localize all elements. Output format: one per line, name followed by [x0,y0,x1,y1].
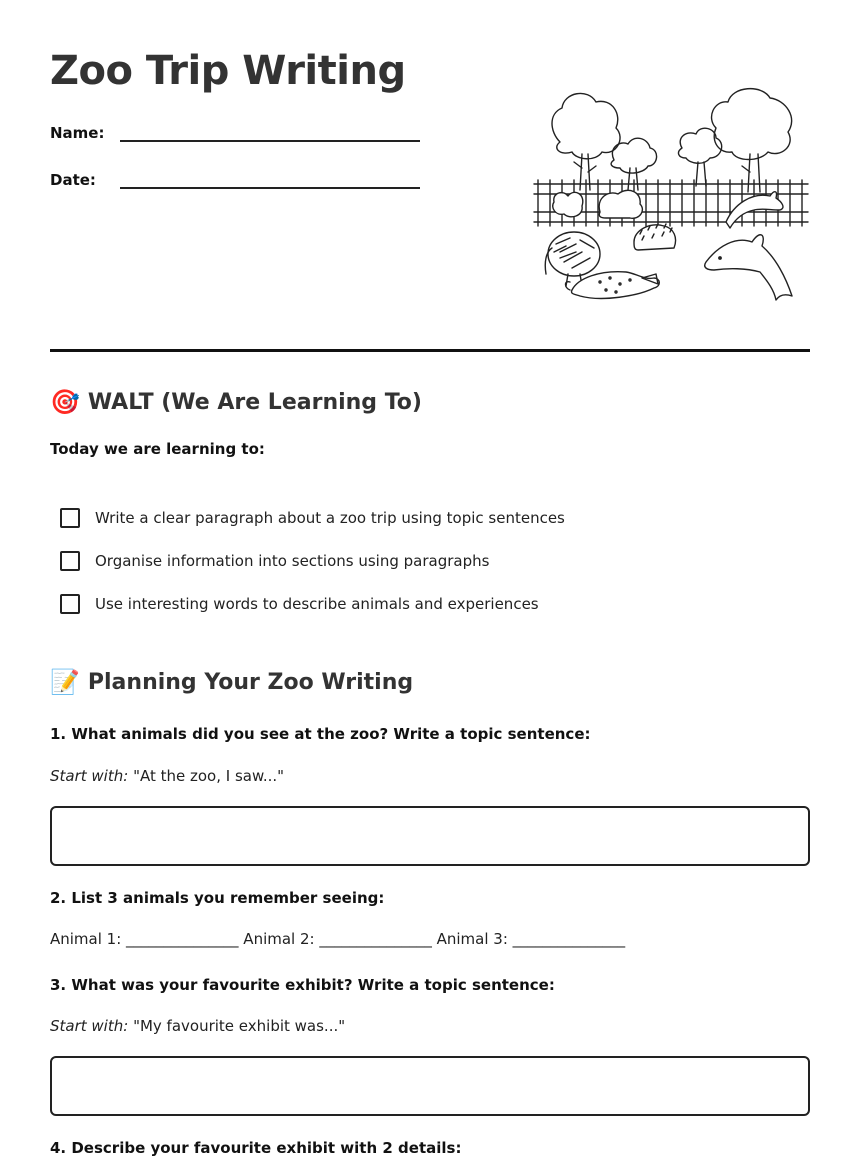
planning-heading [50,668,413,696]
planning-heading-text: Planning Your Zoo Writing [87,669,414,695]
zoo-illustration [530,82,812,310]
question-1-starter [50,767,284,785]
answer-box-3[interactable] [50,1056,810,1116]
walt-item-label: Write a clear paragraph about a zoo trip using topic sentences [95,509,565,527]
date-line[interactable] [120,169,420,189]
walt-checkbox[interactable] [60,508,80,528]
walt-intro: Today we are learning to: [50,440,265,458]
tree-left [552,93,620,190]
answer-box-1[interactable] [50,806,810,866]
name-field [50,122,420,142]
walt-item [60,551,489,571]
walt-checkbox[interactable] [60,551,80,571]
starter-label: Start with: [50,1017,129,1035]
question-3: 3. What was your favourite exhibit? Write a topic sentence: [50,976,555,994]
header-divider [50,349,810,352]
walt-item-label: Use interesting words to describe animals and experiences [95,595,539,613]
date-field [50,169,420,189]
tree-right [679,89,792,192]
question-2: 2. List 3 animals you remember seeing: [50,889,385,907]
walt-heading [50,388,422,416]
question-1: 1. What animals did you see at the zoo? Write a topic sentence: [50,725,591,743]
question-3-starter [50,1017,345,1035]
starter-text: "At the zoo, I saw..." [128,767,285,785]
name-line[interactable] [120,122,420,142]
date-label: Date: [50,171,96,189]
target-icon: 🎯 [50,388,80,416]
walt-item [60,594,539,614]
hedgehog [634,224,676,250]
dolphin [705,235,792,300]
question-4: 4. Describe your favourite exhibit with 2 details: [50,1139,462,1157]
walt-heading-text: WALT (We Are Learning To) [87,389,422,415]
walt-item [60,508,565,528]
animal-list-line[interactable]: Animal 1: _______________ Animal 2: _______________ Animal 3: _______________ [50,930,626,948]
memo-icon: 📝 [50,668,80,696]
starter-text: "My favourite exhibit was..." [128,1017,346,1035]
walt-item-label: Organise information into sections using paragraphs [95,552,490,570]
walt-checkbox[interactable] [60,594,80,614]
worksheet-title: Zoo Trip Writing [50,48,406,94]
starter-label: Start with: [50,767,129,785]
name-label: Name: [50,124,105,142]
